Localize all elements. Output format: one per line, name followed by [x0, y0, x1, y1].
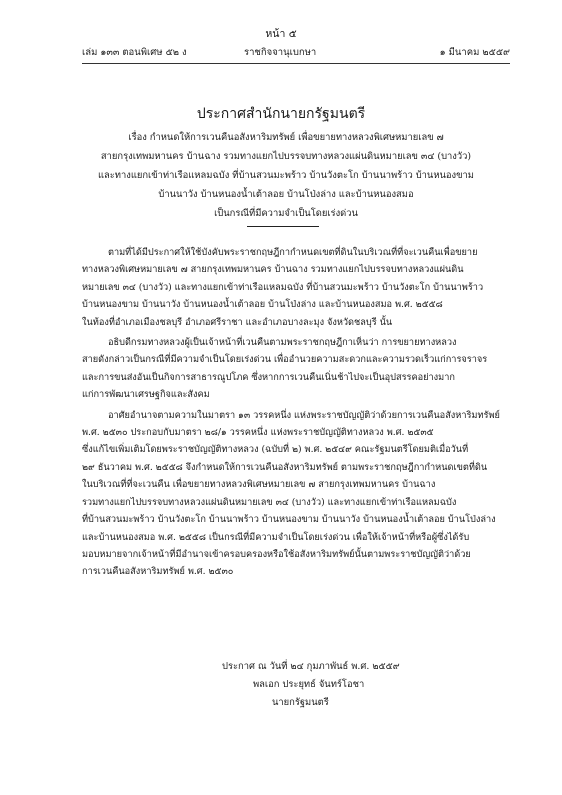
body-line: และบ้านหนองสมอ พ.ศ. ๒๕๕๘ เป็นกรณีที่มีความจำเป็นโดยเร่งด่วน เพื่อให้เจ้าหน้าที่หรือผู้ซึ่งได้รับ	[82, 531, 470, 543]
paragraph-3	[82, 407, 510, 581]
announcement-subject	[72, 128, 500, 223]
body-line: บ้านหนองขาม บ้านนาวัง บ้านหนองน้ำเต้าลอย บ้านโป่งล่าง และบ้านหนองสมอ พ.ศ. ๒๕๕๘	[82, 299, 443, 311]
body-line: ทางหลวงพิเศษหมายเลข ๗ สายกรุงเทพมหานคร บ้านฉาง รวมทางแยกไปบรรจบทางหลวงแผ่นดิน	[82, 264, 464, 276]
body-line: แก่การพัฒนาเศรษฐกิจและสังคม	[82, 389, 210, 401]
announcement-body	[82, 244, 510, 581]
subject-line: เรื่อง กำหนดให้การเวนคืนอสังหาริมทรัพย์ เพื่อขยายทางหลวงพิเศษหมายเลข ๗	[128, 132, 444, 143]
paragraph-1	[82, 244, 510, 331]
gazette-header	[82, 45, 510, 59]
header-volume: เล่ม ๑๓๓ ตอนพิเศษ ๕๒ ง	[82, 47, 187, 58]
announcement-date: ประกาศ ณ วันที่ ๒๔ กุมภาพันธ์ พ.ศ. ๒๕๕๙	[222, 661, 400, 672]
body-line: และการขนส่งอันเป็นกิจการสาธารณูปโภค ซึ่งหากการเวนคืนเนิ่นช้าไปจะเป็นอุปสรรคอย่างมาก	[82, 371, 455, 383]
body-line: อาศัยอำนาจตามความในมาตรา ๑๓ วรรคหนึ่ง แห่งพระราชบัญญัติว่าด้วยการเวนคืนอสังหาริมทรัพย์	[108, 409, 500, 421]
body-line: ในท้องที่อำเภอเมืองชลบุรี อำเภอศรีราชา และอำเภอบางละมุง จังหวัดชลบุรี นั้น	[82, 316, 393, 328]
body-line: การเวนคืนอสังหาริมทรัพย์ พ.ศ. ๒๕๓๐	[82, 566, 234, 578]
signatory-position: นายกรัฐมนตรี	[272, 697, 329, 708]
subject-line: บ้านนาวัง บ้านหนองน้ำเต้าลอย บ้านโป่งล่าง และบ้านหนองสมอ	[158, 189, 414, 200]
body-line: สายดังกล่าวเป็นกรณีที่มีความจำเป็นโดยเร่งด่วน เพื่ออำนวยความสะดวกและความรวดเร็วแก่การจราจร	[82, 354, 488, 366]
header-divider	[82, 63, 510, 64]
body-line: ซึ่งแก้ไขเพิ่มเติมโดยพระราชบัญญัติทางหลวง (ฉบับที่ ๒) พ.ศ. ๒๕๔๙ คณะรัฐมนตรีโดยมติเมื่อวันที่	[82, 444, 469, 456]
signatory-name: พลเอก ประยุทธ์ จันทร์โอชา	[253, 679, 365, 690]
title-divider	[247, 226, 319, 227]
body-line: หมายเลข ๓๔ (บางวัว) และทางแยกเข้าท่าเรือแหลมฉบัง ที่บ้านสวนมะพร้าว บ้านวังตะโก บ้านนาพร้าว	[82, 281, 484, 293]
body-line: พ.ศ. ๒๕๓๐ ประกอบกับมาตรา ๒๘/๑ วรรคหนึ่ง แห่งพระราชบัญญัติทางหลวง พ.ศ. ๒๕๓๕	[82, 427, 434, 439]
body-line: รวมทางแยกไปบรรจบทางหลวงแผ่นดินหมายเลข ๓๔ (บางวัว) และทางแยกเข้าท่าเรือแหลมฉบัง	[82, 496, 457, 508]
signature-block	[0, 658, 562, 712]
subject-line: และทางแยกเข้าท่าเรือแหลมฉบัง ที่บ้านสวนมะพร้าว บ้านวังตะโก บ้านนาพร้าว บ้านหนองขาม	[97, 170, 474, 181]
header-gazette-name: ราชกิจจานุเบกษา	[244, 47, 317, 58]
body-line: มอบหมายจากเจ้าหน้าที่มีอำนาจเข้าครอบครองหรือใช้อสังหาริมทรัพย์นั้นตามพระราชบัญญัติว่าด้วย	[82, 548, 471, 560]
header-date: ๑ มีนาคม ๒๕๕๙	[439, 47, 510, 58]
subject-line: สายกรุงเทพมหานคร บ้านฉาง รวมทางแยกไปบรรจบทางหลวงแผ่นดินหมายเลข ๓๔ (บางวัว)	[100, 151, 472, 162]
body-line: ตามที่ได้มีประกาศให้ใช้บังคับพระราชกฤษฎีกากำหนดเขตที่ดินในบริเวณที่ที่จะเวนคืนเพื่อขยาย	[108, 247, 478, 258]
body-line: ที่บ้านสวนมะพร้าว บ้านวังตะโก บ้านนาพร้าว บ้านหนองขาม บ้านนาวัง บ้านหนองน้ำเต้าลอย บ้านโป่งล่าง	[82, 514, 496, 526]
body-line: ๒๙ ธันวาคม พ.ศ. ๒๕๕๘ จึงกำหนดให้การเวนคืนอสังหาริมทรัพย์ ตามพระราชกฤษฎีกากำหนดเขตที่ดิน	[82, 461, 488, 473]
body-line: ในบริเวณที่ที่จะเวนคืน เพื่อขยายทางหลวงพิเศษหมายเลข ๗ สายกรุงเทพมหานคร บ้านฉาง	[82, 479, 436, 491]
subject-line: เป็นกรณีที่มีความจำเป็นโดยเร่งด่วน	[214, 208, 358, 219]
page-number: หน้า ๕	[265, 28, 297, 40]
announcement-title: ประกาศสำนักนายกรัฐมนตรี	[196, 106, 366, 122]
body-line: อธิบดีกรมทางหลวงผู้เป็นเจ้าหน้าที่เวนคืนตามพระราชกฤษฎีกาเห็นว่า การขยายทางหลวง	[108, 337, 457, 349]
paragraph-2	[82, 334, 510, 404]
